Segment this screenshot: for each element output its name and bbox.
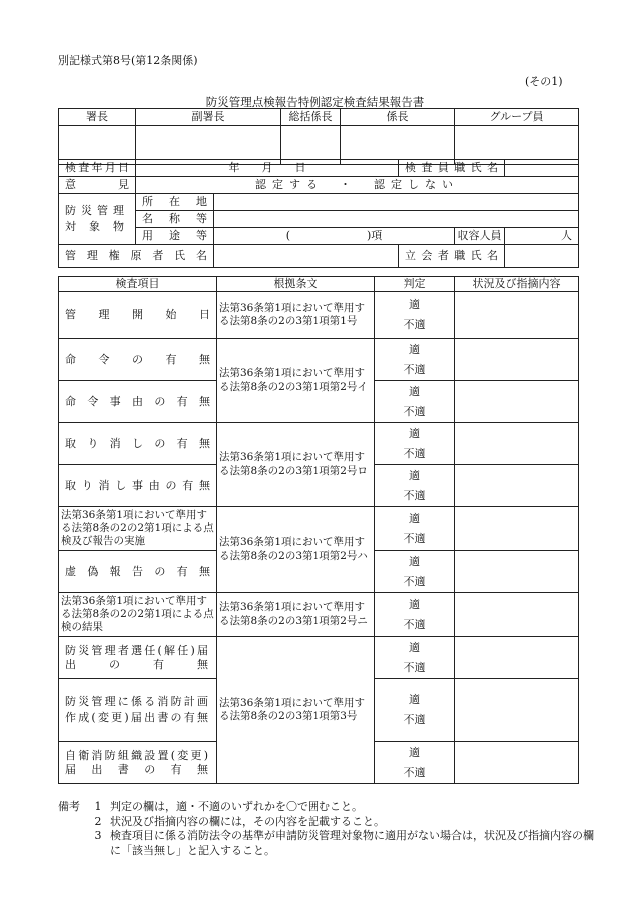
check-basis: 法第36条第1項において準用する法第8条の2の3第1項第3号	[217, 637, 375, 784]
use-label: 用途等	[136, 228, 214, 245]
remarks-cell[interactable]	[455, 679, 579, 742]
check-item: 管理開始日	[59, 292, 217, 339]
judgment-ng[interactable]: 不適	[403, 713, 426, 726]
name-label: 名称等	[136, 211, 214, 228]
check-basis: 法第36条第1項において準用する法第8条の2の3第1項第2号ニ	[217, 593, 375, 637]
judgment-ok[interactable]: 適	[409, 554, 420, 568]
judgment-ok[interactable]: 適	[409, 693, 420, 706]
judgment-ng[interactable]: 不適	[403, 660, 426, 674]
name-field[interactable]	[214, 211, 579, 228]
col-header-judgment: 判定	[375, 277, 455, 292]
inspect-date-field[interactable]: 年 月 日	[136, 160, 399, 177]
judgment-ok[interactable]: 適	[409, 426, 420, 440]
form-code: 別記様式第8号(第12条関係)	[58, 54, 198, 67]
inspector-field[interactable]	[505, 160, 579, 177]
sign-header-group-member: グループ員	[455, 109, 579, 126]
judgment-ok[interactable]: 適	[409, 511, 420, 525]
judgment-ng[interactable]: 不適	[403, 488, 426, 502]
check-items-table	[58, 276, 579, 784]
remarks-cell[interactable]	[455, 637, 579, 679]
note-number: 3	[94, 829, 102, 842]
col-header-basis: 根拠条文	[217, 277, 375, 292]
judgment-cell[interactable]	[375, 742, 455, 784]
remarks-cell[interactable]	[455, 551, 579, 593]
check-basis: 法第36条第1項において準用する法第8条の2の3第1項第2号ハ	[217, 507, 375, 593]
check-item: 取り消し事由の有無	[59, 465, 217, 507]
note-number: 1	[94, 800, 102, 813]
sign-header-supervisor: 係長	[341, 109, 455, 126]
remarks-cell[interactable]	[455, 465, 579, 507]
judgment-cell[interactable]	[375, 423, 455, 465]
inspector-label: 検査員職氏名	[399, 160, 505, 177]
location-field[interactable]	[214, 194, 579, 211]
check-item: 法第36条第1項において準用する法第8条の2の2第1項による点検の結果	[59, 593, 217, 637]
remarks-cell[interactable]	[455, 593, 579, 637]
judgment-cell[interactable]	[375, 381, 455, 423]
remarks-cell[interactable]	[455, 507, 579, 551]
sign-header-general-supervisor: 総括係長	[281, 109, 341, 126]
judgment-cell[interactable]	[375, 551, 455, 593]
judgment-cell[interactable]	[375, 292, 455, 339]
col-header-remarks: 状況及び指摘内容	[455, 277, 579, 292]
check-item: 自衛消防組織設置(変更)届出書の有無	[59, 742, 217, 784]
check-item: 防災管理者選任(解任)届出の有無	[59, 637, 217, 679]
judgment-ok[interactable]: 適	[409, 745, 420, 759]
check-item: 防災管理に係る消防計画作成(変更)届出書の有無	[59, 679, 217, 742]
judgment-ok[interactable]: 適	[409, 597, 420, 611]
judgment-ok[interactable]: 適	[409, 384, 420, 398]
judgment-ng[interactable]: 不適	[403, 404, 426, 418]
check-basis: 法第36条第1項において準用する法第8条の2の3第1項第1号	[217, 292, 375, 339]
judgment-cell[interactable]	[375, 339, 455, 381]
judgment-ok[interactable]: 適	[409, 468, 420, 482]
witness-field[interactable]	[505, 245, 579, 268]
owner-label: 管理権原者氏名	[59, 245, 214, 268]
page-number: (その1)	[525, 75, 563, 88]
judgment-ok[interactable]: 適	[409, 640, 420, 654]
check-item: 命令の有無	[59, 339, 217, 381]
judgment-ng[interactable]: 不適	[403, 446, 426, 460]
judgment-ng[interactable]: 不適	[403, 362, 426, 376]
judgment-cell[interactable]	[375, 507, 455, 551]
note-number: 2	[94, 814, 102, 828]
owner-field[interactable]	[214, 245, 399, 268]
judgment-cell[interactable]	[375, 637, 455, 679]
judgment-cell[interactable]	[375, 679, 455, 742]
judgment-ok[interactable]: 適	[409, 342, 420, 356]
witness-label: 立会者職氏名	[399, 245, 505, 268]
object-label: 防災管理対象物	[59, 194, 136, 245]
remarks-cell[interactable]	[455, 292, 579, 339]
inspection-info-table	[58, 159, 579, 268]
check-item: 虚偽報告の有無	[59, 551, 217, 593]
judgment-ng[interactable]: 不適	[403, 617, 426, 631]
judgment-ng[interactable]: 不適	[403, 531, 426, 545]
document-title: 防災管理点検報告特例認定検査結果報告書	[205, 95, 425, 109]
col-header-item: 検査項目	[59, 277, 217, 292]
remarks-cell[interactable]	[455, 742, 579, 784]
approval-table	[58, 108, 579, 165]
judgment-cell[interactable]	[375, 465, 455, 507]
check-basis: 法第36条第1項において準用する法第8条の2の3第1項第2号ロ	[217, 423, 375, 507]
remarks-cell[interactable]	[455, 381, 579, 423]
judgment-cell[interactable]	[375, 593, 455, 637]
note-text: 判定の欄は，適・不適のいずれかを〇で囲むこと。	[110, 800, 363, 813]
check-item: 取り消しの有無	[59, 423, 217, 465]
sign-header-deputy: 副署長	[136, 109, 281, 126]
notes-label: 備考	[58, 800, 80, 813]
check-item: 法第36条第1項において準用する法第8条の2の2第1項による点検及び報告の実施	[59, 507, 217, 551]
opinion-choices[interactable]: 認定する ・ 認定しない	[136, 177, 579, 194]
judgment-ng[interactable]: 不適	[403, 574, 426, 588]
notes	[58, 800, 598, 858]
judgment-ok[interactable]: 適	[409, 298, 420, 311]
check-item: 命令事由の有無	[59, 381, 217, 423]
remarks-cell[interactable]	[455, 423, 579, 465]
inspect-date-label: 検査年月日	[59, 160, 136, 177]
capacity-field[interactable]: 人	[505, 228, 579, 245]
note-text: 検査項目に係る消防法令の基準が申請防災管理対象物に適用がない場合は，状況及び指摘内容の欄に「該当無し」と記入すること。	[110, 829, 594, 857]
opinion-label: 意 見	[59, 177, 136, 194]
judgment-ng[interactable]: 不適	[403, 765, 426, 779]
check-basis: 法第36条第1項において準用する法第8条の2の3第1項第2号イ	[217, 339, 375, 423]
use-field[interactable]: ( )項	[214, 228, 455, 245]
remarks-cell[interactable]	[455, 339, 579, 381]
capacity-label: 収容人員	[455, 228, 505, 245]
note-text: 状況及び指摘内容の欄には，その内容を記載すること。	[110, 814, 385, 828]
judgment-ng[interactable]: 不適	[403, 318, 426, 331]
sign-header-chief: 署長	[59, 109, 136, 126]
location-label: 所在地	[136, 194, 214, 211]
